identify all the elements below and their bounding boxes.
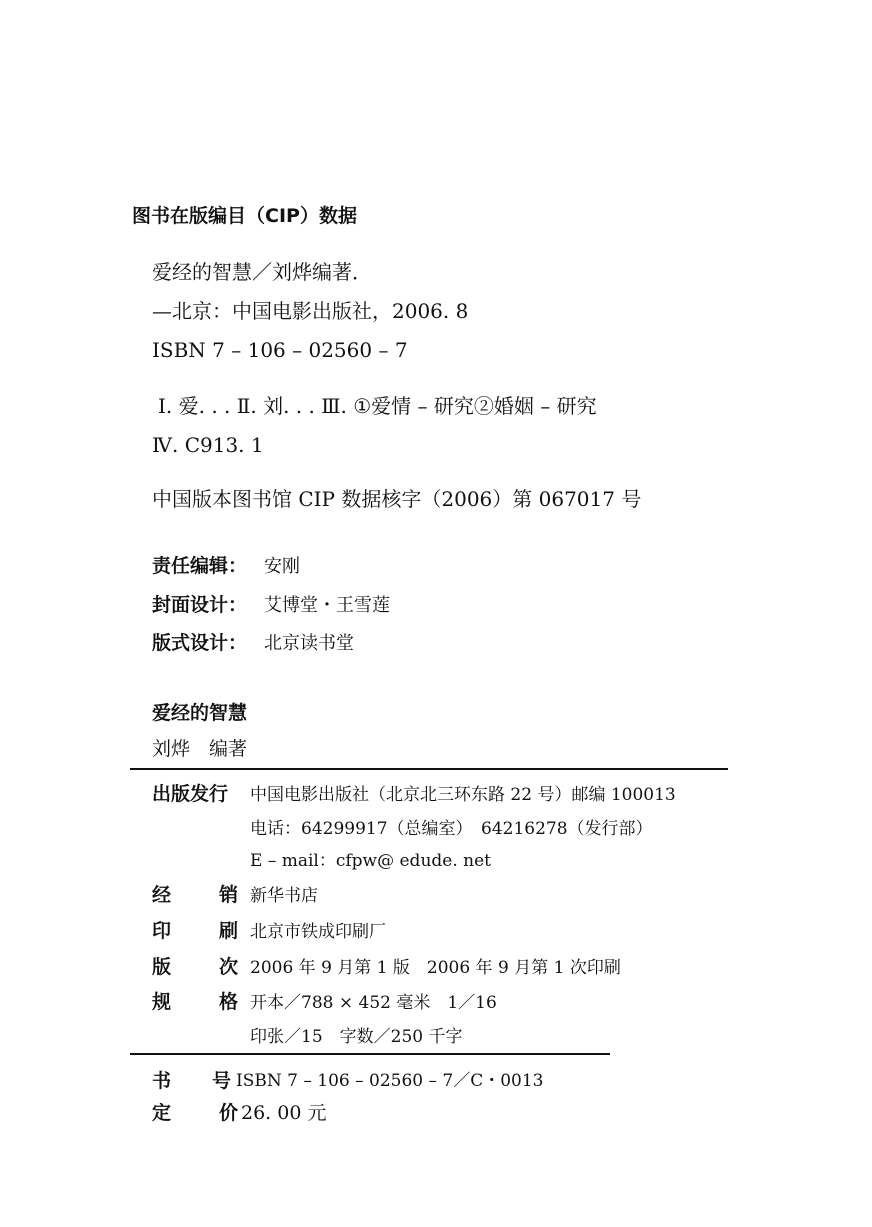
- phone-value: 电话：64299917（总编室） 64216278（发行部）: [250, 819, 653, 839]
- distributor-label-1: 经: [152, 884, 172, 906]
- isbn-label-1: 书: [152, 1070, 172, 1092]
- cover-design-value: 艾博堂・王雪莲: [264, 595, 390, 616]
- cip-classification-line: Ⅳ. C913. 1: [152, 433, 264, 457]
- printer-label-1: 印: [152, 920, 172, 942]
- spec-label-2: 格: [219, 991, 239, 1013]
- isbn-value: ISBN 7 – 106 – 02560 – 7／C・0013: [236, 1071, 544, 1091]
- cip-title-line: 爱经的智慧／刘烨编著．: [152, 260, 372, 284]
- book-author: 刘烨 编著: [152, 738, 248, 760]
- book-title: 爱经的智慧: [152, 702, 248, 724]
- editor-label: 责任编辑：: [152, 555, 248, 577]
- divider-bottom: [130, 1053, 610, 1055]
- divider-top: [130, 768, 728, 770]
- spec-format-value: 开本／788 × 452 毫米 1／16: [250, 993, 497, 1013]
- distributor-value: 新华书店: [250, 886, 318, 906]
- printer-label-2: 刷: [219, 920, 239, 942]
- price-label-2: 价: [219, 1102, 239, 1124]
- cip-publisher-line: —北京：中国电影出版社，2006. 8: [152, 299, 469, 323]
- layout-design-value: 北京读书堂: [264, 633, 354, 654]
- cip-subject-line: Ⅰ. 爱. . . Ⅱ. 刘. . . Ⅲ. ①爱情 – 研究②婚姻 – 研究: [158, 394, 597, 418]
- publisher-label: 出版发行: [152, 783, 229, 805]
- price-label-1: 定: [152, 1102, 172, 1124]
- spec-sheets-value: 印张／15 字数／250 千字: [250, 1027, 463, 1047]
- cip-heading: 图书在版编目（CIP）数据: [132, 205, 357, 227]
- layout-design-label: 版式设计：: [152, 632, 248, 654]
- distributor-label-2: 销: [219, 884, 239, 906]
- edition-label-2: 次: [219, 956, 239, 978]
- price-value: 26. 00 元: [241, 1102, 327, 1124]
- email-value: E – mail：cfpw@ edude. net: [250, 851, 491, 871]
- cip-isbn-line: ISBN 7 – 106 – 02560 – 7: [152, 338, 408, 362]
- publisher-value: 中国电影出版社（北京北三环东路 22 号）邮编 100013: [250, 785, 676, 805]
- edition-value: 2006 年 9 月第 1 版 2006 年 9 月第 1 次印刷: [250, 958, 621, 978]
- cover-design-label: 封面设计：: [152, 594, 248, 616]
- cip-record-number: 中国版本图书馆 CIP 数据核字（2006）第 067017 号: [152, 487, 642, 511]
- isbn-label-2: 号: [212, 1070, 232, 1092]
- editor-value: 安刚: [264, 556, 300, 577]
- edition-label-1: 版: [152, 956, 172, 978]
- spec-label-1: 规: [152, 991, 172, 1013]
- printer-value: 北京市铁成印刷厂: [250, 922, 386, 942]
